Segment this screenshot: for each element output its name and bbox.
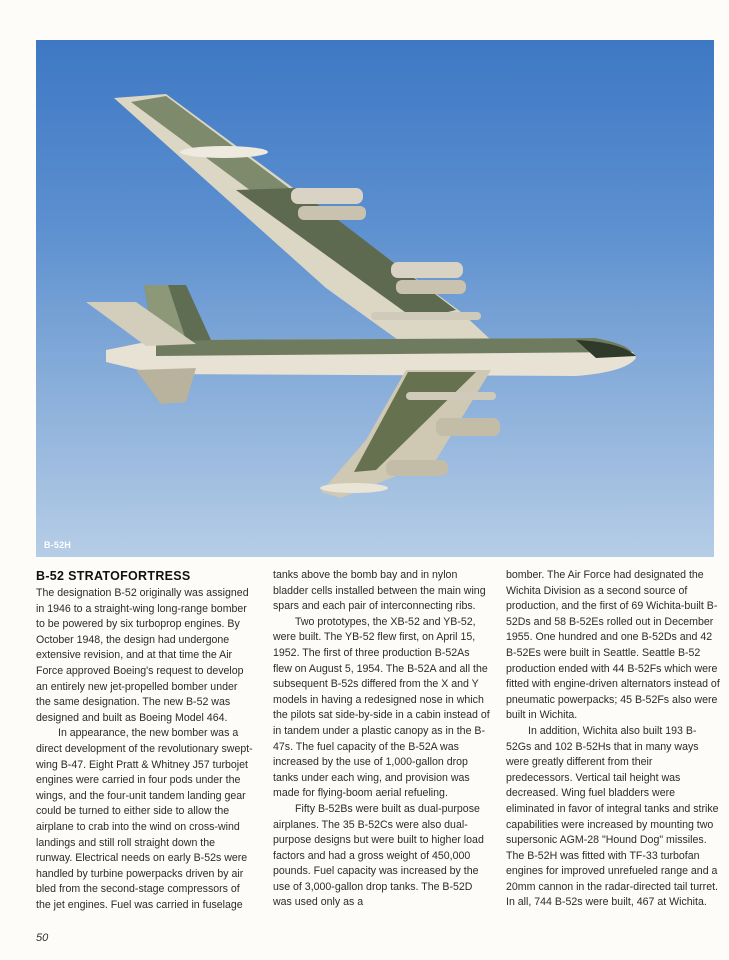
paragraph: In addition, Wichita also built 193 B-52Gs and 102 B-52Hs that in many ways were greatly different from their predecessors. Vertical tail height was decreased. Wing fuel bladders were eliminated in favor of integral tanks and strike capabilities were increased by mounting two supersonic AGM-28 "Hound Dog" missiles. The B-52H was fitted with TF-33 turbofan engines for improved unrefueled range and a 20mm cannon in the radar-directed tail turret. In all, 744 B-52s were built, 467 at Wichita. <box>506 724 719 909</box>
text-column-2 <box>273 568 491 911</box>
page-number: 50 <box>36 932 49 944</box>
photo-caption: B-52H <box>44 540 72 550</box>
paragraph: Two prototypes, the XB-52 and YB-52, were built. The YB-52 flew first, on April 15, 1952. The first of three production B-52As flew on August 5, 1954. The B-52A and all the subsequent B-52s differed from the X and Y models in having a redesigned nose in which the pilots sat side-by-side in a cabin instead of in tandem under a plastic canopy as in the B-47s. The fuel capacity of the B-52A was increased by the use of 1,000-gallon drop tanks under each wing, and provision was made for flying-boom aerial refueling. <box>273 615 490 800</box>
b52h-photo <box>36 40 714 557</box>
paragraph: In appearance, the new bomber was a direct development of the revolutionary swept-wing B-47. Eight Pratt & Whitney J57 turbojet engines were carried in four pods under the wings, and the four-unit tandem landing gear could be turned to either side to allow the airplane to crab into the wind on cross-wind landings and still roll straight down the runway. Electrical needs on early B-52s were handled by turbine powerpacks driven by air bled from the second-stage compressors of the jet engines. Fuel was carried in fuselage <box>36 727 253 911</box>
paragraph: bomber. The Air Force had designated the Wichita Division as a second source of production, and the first of 69 Wichita-built B-52Ds and 58 B-52Es rolled out in December 1955. One hundred and one B-52Ds and 42 B-52Es were built in Seattle. Seattle B-52 production ended with 44 B-52Fs which were fitted with engine-driven alternators instead of pneumatic powerpacks; 45 B-52Fs also were built in Wichita. <box>506 569 720 722</box>
paragraph: Fifty B-52Bs were built as dual-purpose airplanes. The 35 B-52Cs were also dual-purpose designs but were built to higher load factors and had a gross weight of 450,000 pounds. Fuel capacity was increased by the use of 3,000-gallon drop tanks. The B-52D was used only as a <box>273 802 484 909</box>
b52-aircraft-illustration <box>36 40 714 557</box>
text-column-3 <box>506 568 720 911</box>
article-title: B-52 STRATOFORTRESS <box>36 569 191 583</box>
text-column-1 <box>36 569 254 913</box>
paragraph: The designation B-52 originally was assigned in 1946 to a straight-wing long-range bomber to be powered by six turboprop engines. By October 1948, the design had undergone extensive revision, and at that time the Air Force approved Boeing's request to develop an entirely new jet-propelled bomber under the same designation. The new B-52 was designed and built as Boeing Model 464. <box>36 587 249 724</box>
paragraph: tanks above the bomb bay and in nylon bladder cells installed between the main wing spars and each pair of interconnecting ribs. <box>273 569 486 613</box>
